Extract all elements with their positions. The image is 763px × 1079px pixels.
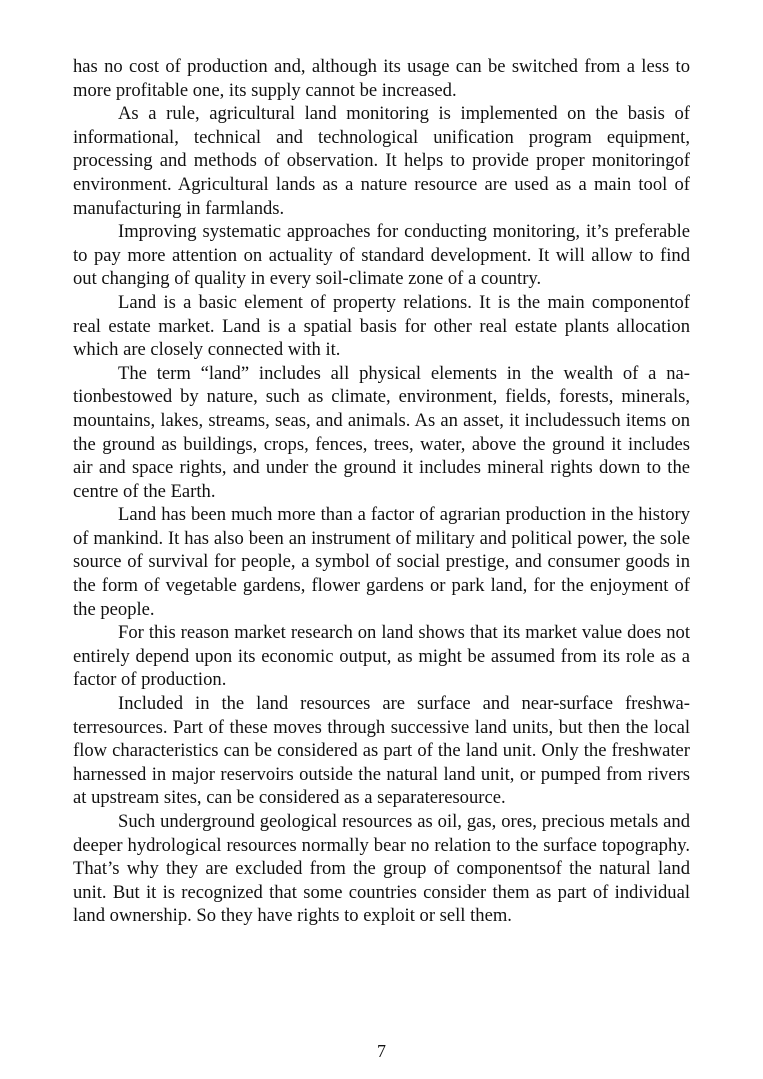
- paragraph-3: Improving systematic approaches for conducting monitoring, it’s preferable to pay more attention on actuality of standard development. It will allow to find out changing of quality in every soil-climate zone of a country.: [73, 221, 690, 290]
- paragraph-2: As a rule, agricultural land monitoring is implemented on the basis of informational, technical and technological unification program equipment, processing and methods of observation. It helps to provide proper monitoringof environment. Agricultural lands as a nature resource are used as a main tool of manufacturing in farmlands.: [73, 103, 690, 219]
- paragraph-1: has no cost of production and, although its usage can be switched from a less to more profitable one, its supply cannot be increased.: [73, 56, 690, 101]
- paragraph-7: For this reason market research on land shows that its market value does not entirely depend upon its economic output, as might be assumed from its role as a factor of production.: [73, 622, 690, 691]
- page-body: [73, 55, 690, 928]
- paragraph-9: Such underground geological resources as oil, gas, ores, precious metals and deeper hydrological resources normally bear no relation to the surface topography. That’s why they are excluded from the group of componentsof the natural land unit. But it is recognized that some countries consider them as part of individual land ownership. So they have rights to exploit or sell them.: [73, 811, 690, 927]
- paragraph-8: Included in the land resources are surface and near-surface freshwaterresources. Part of these moves through successive land units, but then the local flow characteristics can be considered as part of the land unit. Only the freshwater harnessed in major reservoirs outside the natural land unit, or pumped from rivers at upstream sites, can be considered as a separateresource.: [73, 693, 690, 809]
- paragraph-5: The term “land” includes all physical elements in the wealth of a nationbestowed by nature, such as climate, environment, fields, forests, minerals, mountains, lakes, streams, seas, and animals. As an asset, it includessuch items on the ground as buildings, crops, fences, trees, water, above the ground it includes air and space rights, and under the ground it includes mineral rights down to the centre of the Earth.: [73, 362, 690, 502]
- page-number: 7: [377, 1041, 386, 1061]
- paragraph-4: Land is a basic element of property relations. It is the main componentof real estate market. Land is a spatial basis for other real estate plants allocation which are closely connected with it.: [73, 291, 690, 361]
- paragraph-6: Land has been much more than a factor of agrarian production in the history of mankind. It has also been an instrument of military and political power, the sole source of survival for people, a symbol of social prestige, and consumer goods in the form of vegetable gardens, flower gardens or park land, for the enjoyment of the people.: [73, 504, 690, 620]
